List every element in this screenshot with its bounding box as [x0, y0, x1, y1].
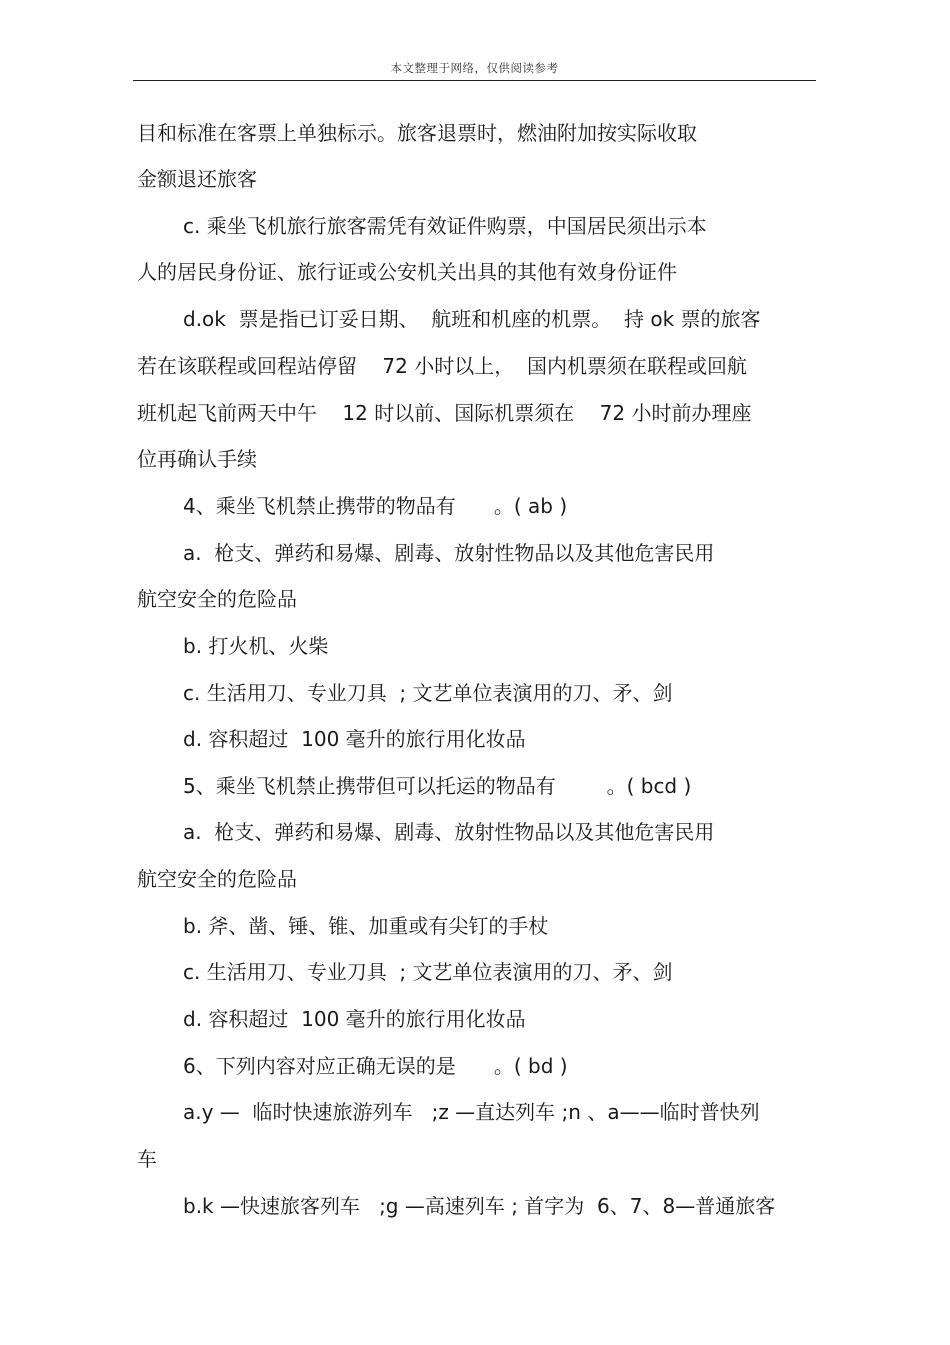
text-line: 目和标准在客票上单独标示。旅客退票时，燃油附加按实际收取: [137, 121, 697, 145]
text-line: b.k —快速旅客列车 ;g —高速列车 ; 首字为 6、7、8—普通旅客: [183, 1194, 776, 1218]
page-header: [133, 58, 816, 81]
question-5: 5、乘坐飞机禁止携带但可以托运的物品有 。( bcd ): [183, 774, 692, 798]
text-line: b. 斧、凿、锤、锥、加重或有尖钉的手杖: [183, 914, 549, 938]
text-line: a. 枪支、弹药和易爆、剧毒、放射性物品以及其他危害民用: [183, 820, 715, 844]
text-line: 航空安全的危险品: [137, 587, 297, 611]
header-text: 本文整理于网络，仅供阅读参考: [390, 61, 559, 75]
text-line: c. 乘坐飞机旅行旅客需凭有效证件购票，中国居民须出示本: [183, 214, 707, 238]
text-line: 人的居民身份证、旅行证或公安机关出具的其他有效身份证件: [137, 260, 677, 284]
text-line: d. 容积超过 100 毫升的旅行用化妆品: [183, 727, 526, 751]
text-line: 航空安全的危险品: [137, 867, 297, 891]
question-4: 4、乘坐飞机禁止携带的物品有 。( ab ): [183, 494, 568, 518]
text-line: 金额退还旅客: [137, 167, 257, 191]
text-line: b. 打火机、火柴: [183, 634, 329, 658]
text-line: c. 生活用刀、专业刀具 ; 文艺单位表演用的刀、矛、剑: [183, 681, 673, 705]
text-line: a.y — 临时快速旅游列车 ;z —直达列车 ;n 、a——临时普快列: [183, 1100, 760, 1124]
text-line: 班机起飞前两天中午 12 时以前、国际机票须在 72 小时前办理座: [137, 401, 752, 425]
text-line: d. 容积超过 100 毫升的旅行用化妆品: [183, 1007, 526, 1031]
text-line: 若在该联程或回程站停留 72 小时以上， 国内机票须在联程或回航: [137, 354, 747, 378]
text-line: d.ok 票是指已订妥日期、 航班和机座的机票。 持 ok 票的旅客: [183, 307, 761, 331]
text-line: 车: [137, 1147, 157, 1171]
text-line: 位再确认手续: [137, 447, 257, 471]
question-6: 6、下列内容对应正确无误的是 。( bd ): [183, 1054, 568, 1078]
text-line: c. 生活用刀、专业刀具 ; 文艺单位表演用的刀、矛、剑: [183, 960, 673, 984]
text-line: a. 枪支、弹药和易爆、剧毒、放射性物品以及其他危害民用: [183, 541, 715, 565]
